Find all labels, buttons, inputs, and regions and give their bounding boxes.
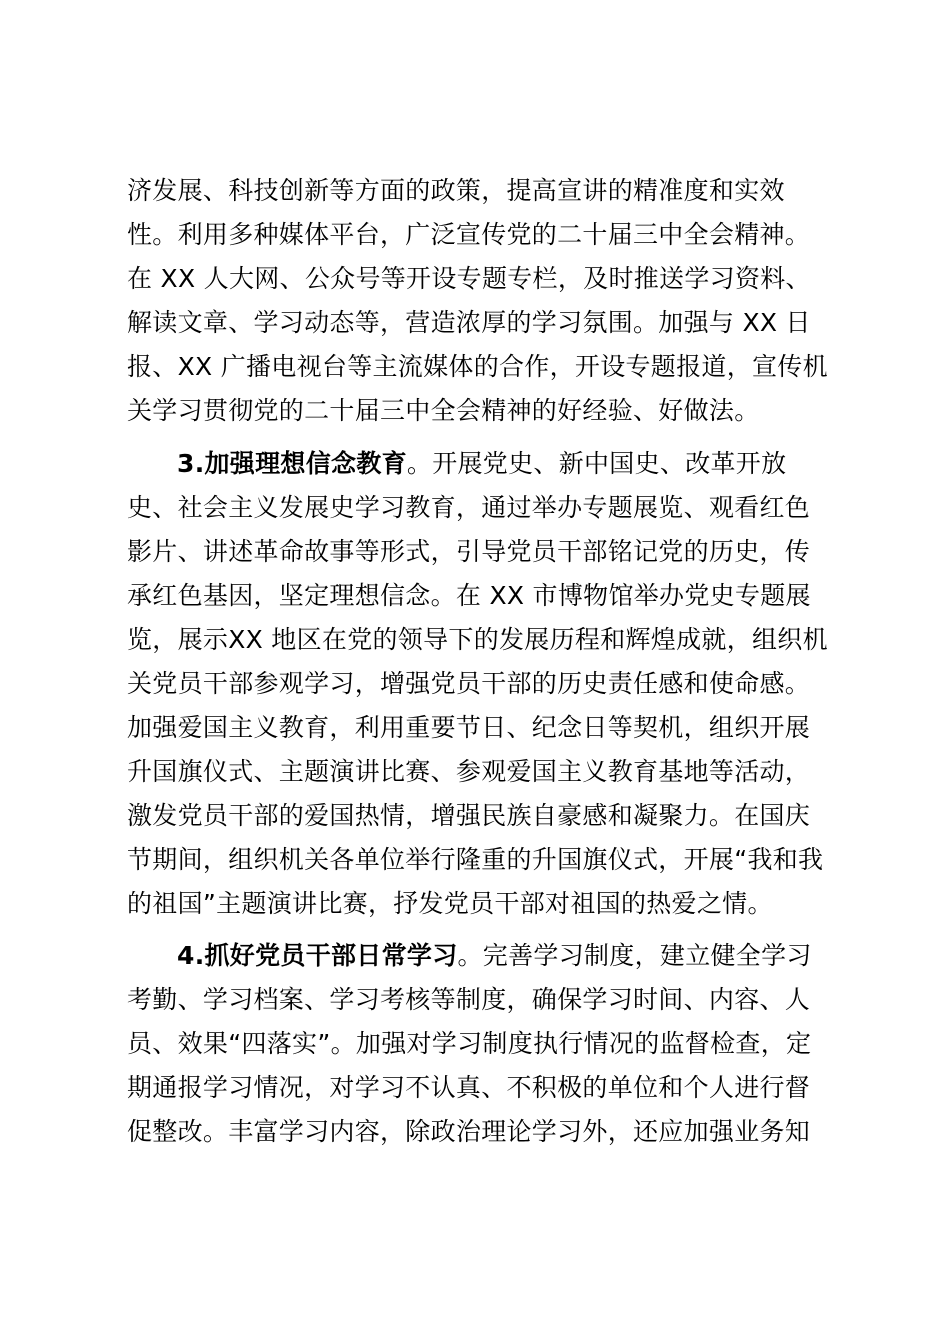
paragraph-3-line: 员、效果“四落实”。加强对学习制度执行情况的监督检查，定	[127, 1029, 812, 1058]
paragraph-2-first-text: 。开展党史、新中国史、改革开放	[406, 449, 787, 478]
paragraph-3-line: 期通报学习情况，对学习不认真、不积极的单位和个人进行督	[127, 1073, 811, 1102]
section-4-heading: 4.抓好党员干部日常学习	[177, 941, 458, 970]
paragraph-1-line: 报、XX 广播电视台等主流媒体的合作，开设专题报道，宣传机	[127, 352, 828, 381]
paragraph-2-line: 影片、讲述革命故事等形式，引导党员干部铭记党的历史，传	[127, 537, 811, 566]
paragraph-1-line: 性。利用多种媒体平台，广泛宣传党的二十届三中全会精神。	[127, 220, 811, 249]
paragraph-2-line: 关党员干部参观学习，增强党员干部的历史责任感和使命感。	[127, 669, 811, 698]
paragraph-2-line: 承红色基因，坚定理想信念。在 XX 市博物馆举办党史专题展	[127, 581, 811, 610]
paragraph-1-line: 关学习贯彻党的二十届三中全会精神的好经验、好做法。	[127, 396, 760, 425]
paragraph-2-line: 史、社会主义发展史学习教育，通过举办专题展览、观看红色	[127, 493, 811, 522]
paragraph-1-line: 解读文章、学习动态等，营造浓厚的学习氛围。加强与 XX 日	[127, 308, 811, 337]
paragraph-2-line: 览，展示XX 地区在党的领导下的发展历程和辉煌成就，组织机	[127, 625, 828, 654]
paragraph-3-line: 考勤、学习档案、学习考核等制度，确保学习时间、内容、人	[127, 985, 811, 1014]
paragraph-2-line: 的祖国”主题演讲比赛，抒发党员干部对祖国的热爱之情。	[127, 889, 773, 918]
paragraph-3-first-text: 。完善学习制度，建立健全学习	[457, 941, 812, 970]
section-3-heading: 3.加强理想信念教育	[177, 449, 407, 478]
paragraph-2-line: 节期间，组织机关各单位举行隆重的升国旗仪式，开展“我和我	[127, 845, 824, 874]
paragraph-1-line: 在 XX 人大网、公众号等开设专题专栏，及时推送学习资料、	[127, 264, 811, 293]
paragraph-2-first-line	[177, 449, 832, 479]
paragraph-3-line: 促整改。丰富学习内容，除政治理论学习外，还应加强业务知	[127, 1117, 811, 1146]
paragraph-3-first-line	[177, 941, 832, 971]
paragraph-2-line: 激发党员干部的爱国热情，增强民族自豪感和凝聚力。在国庆	[127, 801, 811, 830]
paragraph-1-line: 济发展、科技创新等方面的政策，提高宣讲的精准度和实效	[127, 176, 785, 205]
paragraph-2-line: 加强爱国主义教育，利用重要节日、纪念日等契机，组织开展	[127, 713, 811, 742]
paragraph-2-line: 升国旗仪式、主题演讲比赛、参观爱国主义教育基地等活动，	[127, 757, 811, 786]
